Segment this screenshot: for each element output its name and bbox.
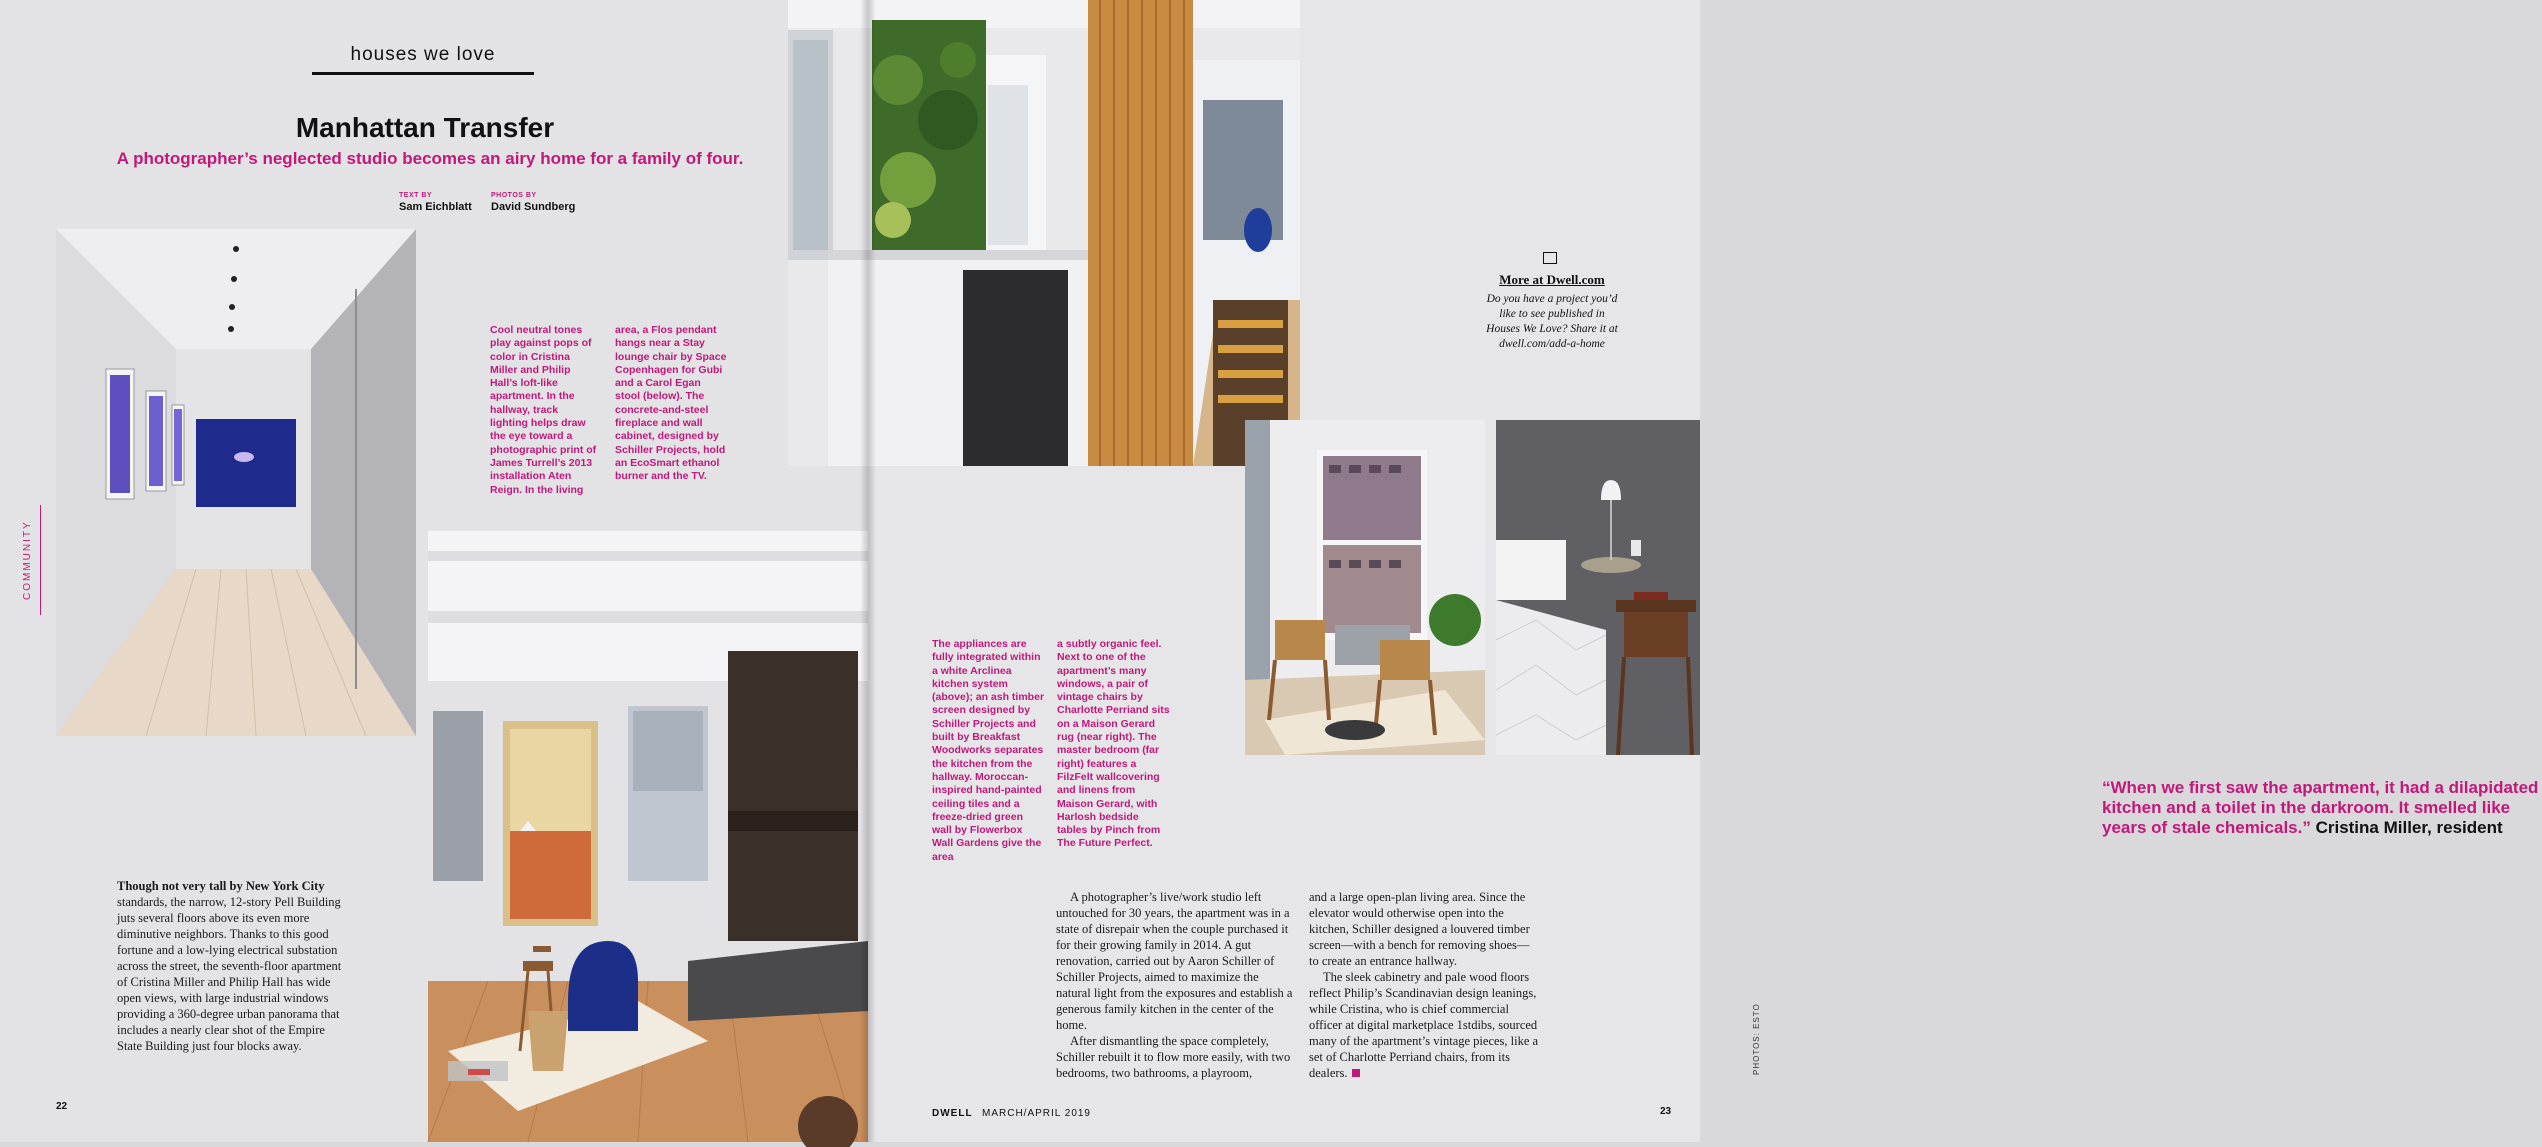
window-chairs-photo	[1245, 420, 1485, 755]
credit-photos	[491, 192, 575, 213]
bedroom-illustration	[1496, 420, 1700, 755]
community-label: COMMUNITY	[22, 520, 33, 600]
body-right-col1-p1: A photographer’s live/work studio left untouched for 30 years, the apartment was in a state of disrepair when the couple purchased it for their growing family in 2014. A gut renovation, carried out by Aaron Schiller of Schiller Projects, aimed to maximize the natural light from the exposures and establish a generous family kitchen in the center of the home.	[1056, 890, 1293, 1032]
issue-date: MARCH/APRIL 2019	[982, 1108, 1091, 1119]
credit-text-label: TEXT BY	[399, 192, 433, 199]
headline: Manhattan Transfer	[295, 112, 555, 143]
camera-icon	[1543, 252, 1557, 264]
caption-left-col1: Cool neutral tones play against pops of color in Cristina Miller and Philip Hall’s loft-like apartment. In the hallway, track lighting helps draw the eye toward a photographic print of James Turrell’s 2013 installation Aten Reign. In the living	[490, 324, 597, 496]
body-rest: standards, the narrow, 12-story Pell Building juts several floors above its even more diminutive neighbors. Thanks to this good fortune and a low-lying electrical substation across the street, the seventh-floor apartment of Cristina Miller and Philip Hall has wide open views, with large industrial windows providing a 360-degree urban panorama that includes a nearly clear shot of the Empire State Building just four blocks away.	[117, 895, 342, 1053]
hallway-photo	[56, 229, 416, 736]
credit-text-name: Sam Eichblatt	[399, 201, 472, 213]
body-lead: Though not very tall by New York City	[117, 879, 325, 893]
folio-left: 22	[56, 1101, 68, 1112]
spine-gutter	[860, 0, 876, 1142]
bedroom-photo	[1496, 420, 1700, 755]
dwell-box-text: Do you have a project you’d like to see published in Houses We Love? Share it at dwell.com/add-a-home	[1486, 293, 1618, 350]
dek: A photographer’s neglected studio becomes an airy home for a family of four.	[116, 149, 744, 168]
body-right-col2-p2	[1309, 969, 1539, 1081]
credit-photos-name: David Sundberg	[491, 201, 576, 213]
body-text-right-col1	[1056, 889, 1296, 1081]
vertical-rule	[40, 505, 41, 615]
body-right-col2-p2-text: The sleek cabinetry and pale wood floors reflect Philip’s Scandinavian design leanings, while Cristina, who is chief commercial officer at digital marketplace 1stdibs, sourced many of the apartment’s vintage pieces, like a set of Charlotte Perriand chairs, from its dealers.	[1309, 970, 1539, 1080]
dwell-box-heading[interactable]: More at Dwell.com	[1499, 272, 1605, 287]
credit-photos-label: PHOTOS BY	[491, 192, 537, 199]
pull-quote-attribution: Cristina Miller, resident	[2315, 818, 2503, 837]
body-right-col1-p2: After dismantling the space completely, Schiller rebuilt it to flow more easily, with two bedrooms, two bathrooms, a playroom,	[1056, 1034, 1291, 1080]
window-chairs-illustration	[1245, 420, 1485, 755]
body-text-left	[117, 878, 347, 1054]
body-text-right-col2	[1309, 889, 1539, 1081]
credit-text	[399, 192, 472, 213]
hallway-illustration	[56, 229, 416, 736]
end-mark-icon	[1352, 1069, 1360, 1077]
body-right-col2-p1: and a large open-plan living area. Since the elevator would otherwise open into the kitchen, Schiller designed a louvered timber screen—with a bench for removing shoes—to create an entrance hallway.	[1309, 890, 1530, 968]
folio-right: 23	[1660, 1106, 1672, 1117]
caption-right-col2: a subtly organic feel. Next to one of the apartment’s many windows, a pair of vintage chairs by Charlotte Perriand sits on a Maison Gerard rug (near right). The master bedroom (far right) features a FilzFelt wallcovering and linens from Maison Gerard, with Harlosh bedside tables by Pinch from The Future Perfect.	[1057, 638, 1170, 850]
section-tag: houses we love	[312, 44, 534, 75]
pull-quote-text: “When we first saw the apartment, it had a dilapidated kitchen and a toilet in the darkroom. It smelled like years of stale chemicals.”	[2102, 778, 2539, 837]
living-room-photo	[428, 531, 868, 1142]
caption-right-col1: The appliances are fully integrated within a white Arclinea kitchen system (above); an ash timber screen designed by Schiller Projects and built by Breakfast Woodworks separates the kitchen from the hallway. Moroccan-inspired hand-painted ceiling tiles and a freeze-dried green wall by Flowerbox Wall Gardens give the area	[932, 638, 1045, 863]
caption-left-col2: area, a Flos pendant hangs near a Stay lounge chair by Space Copenhagen for Gubi and a Carol Egan stool (below). The concrete-and-steel fireplace and wall cabinet, designed by Schiller Projects, hold an EcoSmart ethanol burner and the TV.	[615, 324, 727, 483]
magazine-name: DWELL	[932, 1108, 973, 1119]
pull-quote	[2102, 778, 2542, 838]
living-room-illustration	[428, 531, 868, 1142]
dwell-box	[1482, 272, 1622, 352]
left-page	[0, 0, 868, 1142]
photo-credit: PHOTOS: ESTO	[1752, 1003, 1761, 1075]
right-page	[868, 0, 2539, 1142]
